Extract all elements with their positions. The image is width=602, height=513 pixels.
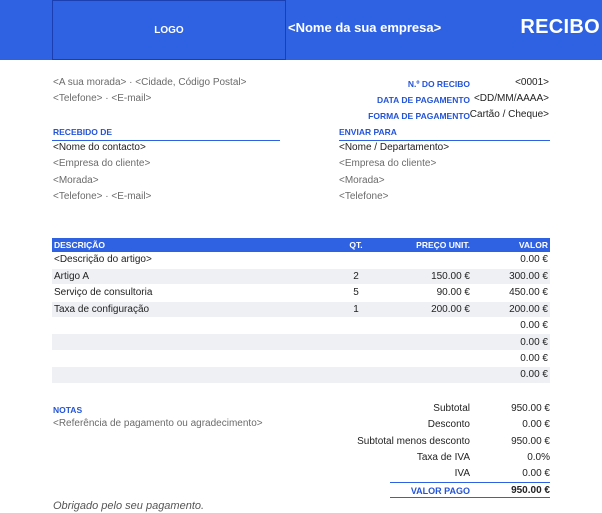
item-description: [52, 318, 342, 334]
item-quantity: 5: [342, 285, 370, 301]
total-paid-bottom-rule: [390, 497, 550, 498]
ship-to-phone: <Telefone>: [339, 191, 389, 202]
table-row: [52, 285, 550, 301]
item-description: Artigo A: [52, 268, 342, 284]
column-header-quantity: QT.: [342, 238, 370, 252]
table-row: [52, 301, 550, 317]
item-description: [52, 367, 342, 383]
payment-method-value: Cartão / Cheque>: [469, 109, 549, 120]
item-quantity: 2: [342, 268, 370, 284]
item-amount: 200.00 €: [472, 301, 550, 317]
ship-to-name: <Nome / Departamento>: [339, 142, 450, 153]
table-row: [52, 268, 550, 284]
item-quantity: [342, 334, 370, 350]
ship-to-address: <Morada>: [339, 175, 385, 186]
column-header-description: DESCRIÇÃO: [52, 238, 342, 252]
received-company: <Empresa do cliente>: [53, 158, 151, 169]
receipt-number-value: <0001>: [515, 77, 549, 88]
item-amount: 450.00 €: [472, 285, 550, 301]
received-from-rule: [52, 140, 280, 141]
header-banner: [0, 0, 602, 60]
item-unit-price: 90.00 €: [370, 285, 472, 301]
tax-label: IVA: [454, 468, 470, 479]
tax-value: 0.00 €: [522, 468, 550, 479]
subtotal-less-discount-label: Subtotal menos desconto: [357, 436, 470, 447]
item-description: Taxa de configuração: [52, 301, 342, 317]
item-unit-price: 150.00 €: [370, 268, 472, 284]
table-row: [52, 252, 550, 268]
item-unit-price: [370, 318, 472, 334]
payment-date-value: <DD/MM/AAAA>: [473, 93, 549, 104]
item-quantity: 1: [342, 301, 370, 317]
item-description: <Descrição do artigo>: [52, 252, 342, 268]
subtotal-less-discount-value: 950.00 €: [511, 436, 550, 447]
table-row: [52, 318, 550, 334]
subtotal-label: Subtotal: [433, 403, 470, 414]
items-table-header: [52, 238, 550, 252]
logo-placeholder: [52, 0, 286, 60]
sender-contact: <Telefone> · <E-mail>: [53, 93, 152, 104]
item-quantity: [342, 367, 370, 383]
item-quantity: [342, 350, 370, 366]
item-unit-price: [370, 350, 472, 366]
item-unit-price: 200.00 €: [370, 301, 472, 317]
payment-date-label: DATA DE PAGAMENTO: [376, 95, 470, 105]
notes-text: <Referência de pagamento ou agradecimento>: [53, 418, 263, 429]
total-paid-top-rule: [390, 482, 550, 483]
item-amount: 0.00 €: [472, 252, 550, 268]
company-name: <Nome da sua empresa>: [288, 20, 442, 35]
payment-method-label: FORMA DE PAGAMENTO: [368, 111, 470, 121]
ship-to-rule: [339, 140, 550, 141]
receipt-number-label: N.º DO RECIBO: [407, 79, 470, 89]
column-header-amount: VALOR: [472, 238, 550, 252]
notes-heading: NOTAS: [53, 405, 83, 415]
subtotal-value: 950.00 €: [511, 403, 550, 414]
item-description: [52, 350, 342, 366]
table-row: [52, 334, 550, 350]
item-amount: 300.00 €: [472, 268, 550, 284]
item-unit-price: [370, 252, 472, 268]
ship-to-heading: ENVIAR PARA: [339, 127, 397, 137]
item-amount: 0.00 €: [472, 334, 550, 350]
received-contact-name: <Nome do contacto>: [53, 142, 146, 153]
item-amount: 0.00 €: [472, 318, 550, 334]
item-amount: 0.00 €: [472, 350, 550, 366]
total-paid-value: 950.00 €: [511, 485, 550, 496]
ship-to-company: <Empresa do cliente>: [339, 158, 437, 169]
items-table: [52, 238, 550, 384]
item-quantity: [342, 252, 370, 268]
item-description: [52, 334, 342, 350]
item-amount: 0.00 €: [472, 367, 550, 383]
total-paid-label: VALOR PAGO: [410, 486, 470, 496]
column-header-unit-price: PREÇO UNIT.: [370, 238, 472, 252]
discount-value: 0.00 €: [522, 419, 550, 430]
table-row: [52, 350, 550, 366]
item-unit-price: [370, 367, 472, 383]
received-phone-email: <Telefone> · <E-mail>: [53, 191, 152, 202]
item-description: Serviço de consultoria: [52, 285, 342, 301]
received-address: <Morada>: [53, 175, 99, 186]
tax-rate-value: 0.0%: [527, 452, 550, 463]
table-row: [52, 367, 550, 383]
item-unit-price: [370, 334, 472, 350]
document-title: RECIBO: [520, 16, 600, 38]
item-quantity: [342, 318, 370, 334]
logo-text: LOGO: [154, 24, 184, 36]
discount-label: Desconto: [427, 419, 470, 430]
tax-rate-label: Taxa de IVA: [416, 452, 470, 463]
received-from-heading: RECEBIDO DE: [53, 127, 113, 137]
thank-you-message: Obrigado pelo seu pagamento.: [53, 500, 205, 512]
sender-address: <A sua morada> · <Cidade, Código Postal>: [53, 77, 247, 88]
